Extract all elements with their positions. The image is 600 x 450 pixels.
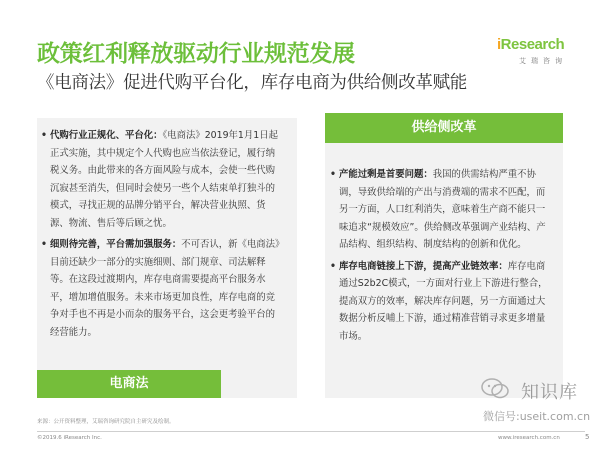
watermark-name: 知识库 — [521, 382, 578, 403]
bullet-item — [41, 127, 281, 232]
bullet-heading: 细则待完善，平台需加强服务： — [50, 239, 182, 250]
bullet-item — [330, 258, 552, 346]
wechat-watermark — [477, 374, 595, 434]
bullet-body: 不可否认，新《电商法》目前还缺少一部分的实施细则、部门规章、司法解释等。在这段过渡期内，库存电商需要提高平台服务水平，增加增值服务。未来市场更加良性，库存电商的竞争对手也不再是小而杂的服务平台，这会更考验平台的经营能力。 — [50, 239, 280, 338]
bullet-body: 我国的供需结构严重不协调，导致供给端的产出与消费端的需求不匹配，而另一方面，人口红利消失，意味着生产商不能只一味追求“规模效应”。供给侧改革强调产业结构、产品结构、组织结构、制度结构的创新和优化。 — [339, 169, 546, 250]
right-bullet-list — [330, 166, 552, 349]
copyright-text: ©2019.6 iResearch Inc. — [37, 435, 102, 441]
wechat-bubble-icon — [481, 378, 509, 400]
logo-i: i — [497, 36, 501, 53]
logo-subtitle: 艾瑞咨询 — [519, 57, 567, 65]
bullet-body: 库存电商通过S2b2C模式，一方面对行业上下游进行整合，提高双方的效率，解决库存问题，另一方面通过大数据分析反哺上下游，通过精准营销寻求更多增量市场。 — [339, 260, 548, 342]
iresearch-logo — [497, 34, 577, 70]
bullet-body: 《电商法》2019年1月1日起正式实施，其中规定个人代购也应当依法登记，履行纳税义务。由此带来的各方面风险与成本，会使一些代购沉寂甚至消失，但同时会使另一些个人结束单打独斗的模式，寻找正规的品牌分销平台，解决营业执照、货源、物流、售后等后顾之忧。 — [50, 130, 278, 229]
logo-wordmark — [497, 36, 564, 53]
left-panel-label: 电商法 — [37, 370, 221, 398]
watermark-id: 微信号:useit.com.cn — [483, 410, 591, 423]
page-number: 5 — [585, 433, 590, 441]
website-url: www.iresearch.com.cn — [498, 435, 560, 441]
left-bullet-list — [41, 127, 281, 345]
right-panel-label: 供给侧改革 — [325, 113, 563, 143]
page-title: 政策红利释放驱动行业规范发展 — [37, 41, 355, 67]
bullet-heading: 代购行业正规化、平台化： — [50, 130, 163, 141]
bullet-item — [41, 236, 281, 341]
source-note: 来源：公开资料整理，艾瑞咨询研究院自主研究及绘制。 — [37, 419, 175, 425]
bullet-heading: 库存电商链接上下游，提高产业链效率： — [339, 260, 508, 272]
logo-research: Research — [500, 36, 565, 53]
bullet-item — [330, 166, 552, 254]
bullet-heading: 产能过剩是首要问题： — [339, 169, 433, 180]
page-subtitle: 《电商法》促进代购平台化，库存电商为供给侧改革赋能 — [37, 73, 467, 93]
